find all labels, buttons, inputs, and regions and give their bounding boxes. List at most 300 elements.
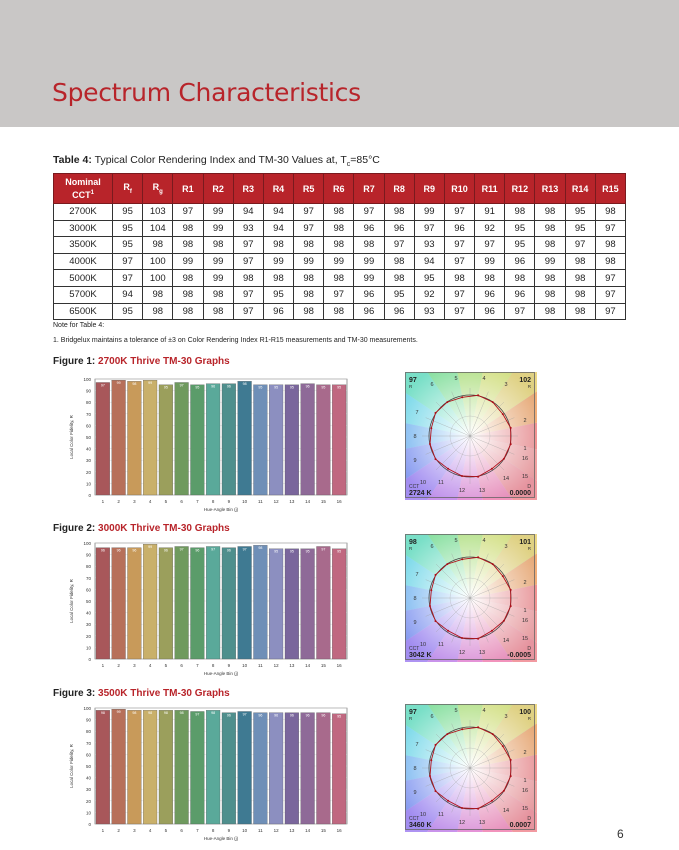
value-cell: 98 — [173, 286, 203, 303]
test-point — [447, 630, 449, 632]
x-tick-label: 10 — [242, 828, 248, 833]
cri-table-header-row — [54, 174, 626, 204]
bar-bin-14 — [301, 549, 315, 659]
y-tick-label: 60 — [85, 752, 91, 758]
x-tick-label: 4 — [148, 663, 152, 668]
bar-bin-15 — [317, 546, 331, 659]
value-cell: 99 — [203, 270, 233, 287]
rg-label: R — [527, 716, 531, 721]
bar-value-label: 96 — [163, 548, 168, 553]
page-number: 6 — [617, 827, 624, 841]
y-tick-label: 100 — [83, 706, 91, 711]
cct-cell: 6500K — [54, 303, 113, 320]
cri-table — [53, 173, 626, 320]
test-point — [461, 807, 463, 809]
bin-number: 2 — [523, 418, 527, 424]
bar-bin-15 — [317, 713, 331, 824]
bar-bin-3 — [128, 548, 142, 659]
x-tick-label: 13 — [289, 663, 295, 668]
x-tick-label: 8 — [211, 499, 215, 504]
header-r8: R8 — [384, 174, 414, 204]
cct-value: 3042 K — [409, 652, 432, 659]
test-point — [429, 775, 431, 777]
cct-cell: 3000K — [54, 220, 113, 237]
header-r13: R13 — [535, 174, 565, 204]
value-cell: 97 — [294, 220, 324, 237]
value-cell: 97 — [595, 303, 625, 320]
header-r3: R3 — [233, 174, 263, 204]
bar-bin-13 — [285, 713, 299, 824]
bar-bin-4 — [143, 544, 157, 659]
figure-3-vector-graphic — [405, 704, 537, 832]
x-tick-label: 8 — [211, 828, 215, 833]
x-tick-label: 15 — [320, 663, 326, 668]
bin-number: 7 — [415, 572, 419, 578]
y-tick-label: 50 — [85, 599, 91, 604]
header-cct-label: CCT — [72, 189, 91, 200]
value-cell: 97 — [595, 286, 625, 303]
bar-value-label: 96 — [321, 713, 326, 718]
bar-value-label: 96 — [289, 713, 294, 718]
test-point — [492, 733, 494, 735]
y-tick-label: 70 — [85, 575, 91, 581]
figure-2-suffix: Thrive TM-30 Graphs — [127, 523, 230, 534]
value-cell: 97 — [595, 270, 625, 287]
x-axis-label: Hue-Angle Bin (j) — [203, 507, 239, 512]
bin-number: 8 — [413, 596, 417, 602]
value-cell: 96 — [354, 286, 384, 303]
value-cell: 95 — [414, 270, 444, 287]
bin-number: 6 — [430, 544, 434, 550]
value-cell: 93 — [414, 237, 444, 254]
bar-value-label: 96 — [195, 548, 200, 553]
bar-value-label: 98 — [100, 711, 105, 716]
header-r12: R12 — [505, 174, 535, 204]
value-cell: 98 — [173, 220, 203, 237]
value-cell: 96 — [444, 220, 474, 237]
bar-value-label: 97 — [242, 712, 247, 717]
value-cell: 98 — [505, 270, 535, 287]
bar-value-label: 96 — [305, 384, 310, 389]
test-point — [435, 458, 437, 460]
x-tick-label: 11 — [258, 828, 263, 833]
bar-value-label: 95 — [337, 549, 342, 554]
test-point — [435, 790, 437, 792]
value-cell: 97 — [173, 204, 203, 221]
header-rg-r: R — [152, 182, 160, 193]
x-tick-label: 13 — [289, 499, 295, 504]
value-cell: 98 — [294, 286, 324, 303]
bin-number: 8 — [413, 766, 417, 772]
header-rf-r: R — [123, 182, 130, 193]
test-point — [435, 574, 437, 576]
figure-2-bar-chart — [53, 537, 353, 677]
value-cell: 104 — [143, 220, 173, 237]
bar-bin-8 — [206, 710, 220, 824]
test-point — [510, 759, 512, 761]
bar-value-label: 98 — [242, 382, 247, 387]
value-cell: 98 — [505, 204, 535, 221]
test-point — [477, 476, 479, 478]
bar-value-label: 96 — [226, 548, 231, 553]
figure-2-title — [53, 523, 230, 534]
bar-bin-9 — [222, 384, 236, 495]
x-tick-label: 10 — [242, 663, 248, 668]
x-tick-label: 9 — [227, 828, 231, 833]
cct-cell: 4000K — [54, 253, 113, 270]
bar-bin-10 — [238, 381, 252, 495]
value-cell: 99 — [294, 253, 324, 270]
header-r9: R9 — [414, 174, 444, 204]
value-cell: 98 — [354, 237, 384, 254]
bin-number: 5 — [454, 708, 458, 714]
bar-bin-5 — [159, 385, 173, 495]
table-caption-text: Typical Color Rendering Index and TM-30 Values at, T — [91, 154, 347, 166]
bar-bin-13 — [285, 385, 299, 495]
value-cell: 98 — [173, 237, 203, 254]
value-cell: 96 — [354, 220, 384, 237]
y-tick-label: 10 — [85, 810, 91, 816]
bar-value-label: 99 — [148, 380, 153, 385]
duv-label: D — [527, 484, 531, 490]
x-tick-label: 16 — [336, 828, 342, 833]
value-cell: 97 — [233, 253, 263, 270]
bar-bin-15 — [317, 385, 331, 495]
rg-value: 101 — [519, 539, 531, 546]
rf-label: R — [409, 546, 413, 551]
value-cell: 94 — [263, 204, 293, 221]
rg-value: 100 — [519, 709, 531, 716]
test-point — [510, 589, 512, 591]
bin-number: 1 — [523, 778, 527, 784]
value-cell: 98 — [535, 220, 565, 237]
x-tick-label: 4 — [148, 828, 152, 833]
test-point — [429, 443, 431, 445]
y-tick-label: 10 — [85, 481, 91, 487]
x-tick-label: 9 — [227, 663, 231, 668]
bin-number: 14 — [502, 808, 510, 814]
bin-number: 3 — [504, 714, 508, 720]
figure-2-vector-graphic — [405, 534, 537, 662]
test-point — [491, 468, 493, 470]
figure-1-bar-chart — [53, 373, 353, 513]
x-tick-label: 6 — [180, 663, 183, 668]
bin-number: 1 — [523, 446, 527, 452]
test-point — [477, 726, 479, 728]
value-cell: 98 — [595, 253, 625, 270]
bin-number: 9 — [413, 620, 417, 626]
value-cell: 96 — [263, 303, 293, 320]
x-tick-label: 2 — [117, 663, 120, 668]
value-cell: 99 — [173, 253, 203, 270]
bar-bin-4 — [143, 710, 157, 824]
duv-value: 0.0000 — [509, 490, 531, 497]
bar-bin-2 — [112, 709, 126, 824]
header-rg — [143, 174, 173, 204]
bar-bin-7 — [191, 385, 205, 495]
value-cell: 93 — [233, 220, 263, 237]
value-cell: 96 — [505, 253, 535, 270]
x-tick-label: 1 — [101, 828, 105, 833]
value-cell: 97 — [233, 237, 263, 254]
value-cell: 99 — [414, 204, 444, 221]
bar-value-label: 97 — [179, 383, 184, 388]
rf-label: R — [409, 384, 413, 389]
header-cct-sup: 1 — [90, 189, 94, 196]
value-cell: 97 — [414, 220, 444, 237]
value-cell: 97 — [233, 286, 263, 303]
bar-bin-2 — [112, 548, 126, 659]
bin-number: 13 — [478, 650, 486, 656]
bar-bin-5 — [159, 710, 173, 824]
x-tick-label: 12 — [273, 828, 279, 833]
y-tick-label: 40 — [85, 610, 91, 616]
x-tick-label: 6 — [180, 499, 183, 504]
bar-bin-4 — [143, 380, 157, 495]
bar-value-label: 97 — [195, 712, 200, 717]
table-note-item: 1. Bridgelux maintains a tolerance of ±3 on Color Rendering Index R1-R15 measurements and TM-30 measurements. — [53, 337, 418, 344]
y-tick-label: 20 — [85, 633, 91, 639]
bar-bin-1 — [96, 382, 110, 495]
x-tick-label: 16 — [336, 499, 342, 504]
bar-value-label: 96 — [100, 548, 105, 553]
value-cell: 98 — [324, 204, 354, 221]
test-point — [446, 401, 448, 403]
table-note-title: Note for Table 4: — [53, 322, 105, 329]
bar-bin-14 — [301, 384, 315, 495]
figure-2-cct: 3000K — [98, 523, 128, 534]
bar-bin-12 — [269, 385, 283, 495]
figure-3-title — [53, 688, 230, 699]
test-point — [503, 620, 505, 622]
test-point — [510, 775, 512, 777]
bar-bin-14 — [301, 713, 315, 824]
y-tick-label: 30 — [85, 458, 91, 464]
bar-value-label: 98 — [132, 382, 137, 387]
bar-value-label: 95 — [289, 385, 294, 390]
test-point — [461, 728, 463, 730]
value-cell: 98 — [535, 270, 565, 287]
value-cell: 99 — [475, 253, 505, 270]
bin-number: 2 — [523, 750, 527, 756]
value-cell: 99 — [263, 253, 293, 270]
rf-value: 98 — [409, 539, 417, 546]
bin-number: 5 — [454, 376, 458, 382]
rg-value: 102 — [519, 377, 531, 384]
bin-number: 13 — [478, 820, 486, 826]
header-r6: R6 — [324, 174, 354, 204]
test-point — [477, 808, 479, 810]
value-cell: 100 — [143, 253, 173, 270]
y-tick-label: 0 — [88, 657, 91, 662]
bin-number: 11 — [438, 480, 444, 486]
bar-value-label: 98 — [148, 711, 153, 716]
y-tick-label: 30 — [85, 787, 91, 793]
test-point — [491, 630, 493, 632]
value-cell: 98 — [535, 204, 565, 221]
value-cell: 95 — [263, 286, 293, 303]
test-point — [492, 401, 494, 403]
value-cell: 99 — [535, 253, 565, 270]
value-cell: 96 — [475, 286, 505, 303]
bar-bin-16 — [332, 385, 346, 495]
y-tick-label: 80 — [85, 729, 91, 735]
x-tick-label: 16 — [336, 663, 342, 668]
test-point — [446, 563, 448, 565]
y-tick-label: 90 — [85, 717, 91, 723]
bin-number: 12 — [458, 820, 466, 826]
x-tick-label: 10 — [242, 499, 248, 504]
bar-bin-6 — [175, 382, 189, 495]
bin-number: 16 — [521, 788, 529, 794]
test-point — [477, 638, 479, 640]
bar-value-label: 98 — [211, 711, 216, 716]
value-cell: 94 — [113, 286, 143, 303]
value-cell: 94 — [233, 204, 263, 221]
y-tick-label: 0 — [88, 493, 91, 498]
bar-value-label: 98 — [179, 711, 184, 716]
y-tick-label: 50 — [85, 435, 91, 440]
value-cell: 98 — [294, 303, 324, 320]
header-nominal-label: Nominal — [65, 176, 101, 187]
test-point — [491, 800, 493, 802]
bin-number: 10 — [419, 642, 427, 648]
bar-value-label: 95 — [195, 385, 200, 390]
test-point — [429, 605, 431, 607]
bin-number: 10 — [419, 480, 427, 486]
value-cell: 98 — [324, 237, 354, 254]
value-cell: 95 — [113, 220, 143, 237]
x-tick-label: 14 — [305, 663, 311, 668]
value-cell: 100 — [143, 270, 173, 287]
y-axis-label: Local Color Fidelity, R — [69, 415, 74, 459]
value-cell: 99 — [203, 253, 233, 270]
y-tick-label: 80 — [85, 400, 91, 406]
bin-number: 12 — [458, 488, 466, 494]
header-r7: R7 — [354, 174, 384, 204]
bin-number: 6 — [430, 382, 434, 388]
header-rf-sub: f — [129, 188, 132, 195]
test-point — [502, 413, 504, 415]
value-cell: 95 — [565, 220, 595, 237]
bar-bin-10 — [238, 711, 252, 824]
duv-value: -0.0005 — [507, 652, 531, 659]
bar-value-label: 99 — [148, 544, 153, 549]
x-tick-label: 7 — [196, 828, 199, 833]
value-cell: 96 — [475, 303, 505, 320]
bar-bin-7 — [191, 711, 205, 824]
table-caption-end: =85°C — [350, 154, 380, 166]
value-cell: 97 — [444, 204, 474, 221]
bar-bin-11 — [254, 385, 268, 495]
value-cell: 98 — [324, 220, 354, 237]
bin-number: 9 — [413, 458, 417, 464]
value-cell: 98 — [233, 270, 263, 287]
bar-value-label: 96 — [132, 548, 137, 553]
value-cell: 93 — [414, 303, 444, 320]
bar-value-label: 96 — [226, 384, 231, 389]
value-cell: 98 — [203, 237, 233, 254]
y-tick-label: 60 — [85, 423, 91, 429]
bin-number: 12 — [458, 650, 466, 656]
cct-label: CCT — [409, 484, 420, 490]
x-tick-label: 11 — [258, 663, 263, 668]
bar-value-label: 96 — [116, 548, 121, 553]
bin-number: 14 — [502, 638, 510, 644]
test-point — [447, 468, 449, 470]
header-r2: R2 — [203, 174, 233, 204]
bin-number: 15 — [521, 806, 529, 812]
table-row — [54, 286, 626, 303]
test-point — [435, 412, 437, 414]
bar-bin-10 — [238, 546, 252, 659]
value-cell: 96 — [384, 303, 414, 320]
test-point — [461, 396, 463, 398]
bar-value-label: 95 — [305, 549, 310, 554]
bar-value-label: 97 — [321, 547, 326, 552]
bar-value-label: 99 — [116, 709, 121, 714]
value-cell: 96 — [384, 220, 414, 237]
header-r4: R4 — [263, 174, 293, 204]
cct-value: 3460 K — [409, 822, 432, 829]
x-tick-label: 7 — [196, 499, 199, 504]
bar-value-label: 96 — [274, 713, 279, 718]
y-tick-label: 70 — [85, 740, 91, 746]
bin-number: 3 — [504, 544, 508, 550]
table-row — [54, 303, 626, 320]
bar-value-label: 97 — [179, 547, 184, 552]
rf-value: 97 — [409, 709, 417, 716]
bin-number: 2 — [523, 580, 527, 586]
bar-value-label: 98 — [163, 711, 168, 716]
bar-value-label: 96 — [211, 384, 216, 389]
value-cell: 97 — [505, 303, 535, 320]
test-point — [461, 637, 463, 639]
value-cell: 98 — [535, 237, 565, 254]
value-cell: 95 — [565, 204, 595, 221]
header-r15: R15 — [595, 174, 625, 204]
y-axis-label: Local Color Fidelity, R — [69, 579, 74, 623]
bin-number: 4 — [482, 708, 486, 714]
value-cell: 98 — [324, 270, 354, 287]
x-tick-label: 5 — [164, 663, 168, 668]
y-tick-label: 50 — [85, 764, 91, 769]
bin-number: 9 — [413, 790, 417, 796]
rf-label: R — [409, 716, 413, 721]
y-tick-label: 80 — [85, 564, 91, 570]
y-tick-label: 90 — [85, 552, 91, 558]
x-tick-label: 7 — [196, 663, 199, 668]
value-cell: 98 — [203, 303, 233, 320]
header-r14: R14 — [565, 174, 595, 204]
bar-value-label: 95 — [163, 385, 168, 390]
value-cell: 98 — [324, 303, 354, 320]
test-point — [430, 427, 432, 429]
x-tick-label: 11 — [258, 499, 263, 504]
test-point — [461, 558, 463, 560]
table-caption-label: Table 4: — [53, 154, 92, 166]
test-point — [503, 458, 505, 460]
y-tick-label: 10 — [85, 645, 91, 651]
value-cell: 98 — [294, 237, 324, 254]
duv-label: D — [527, 816, 531, 822]
test-point — [446, 733, 448, 735]
x-tick-label: 1 — [101, 663, 105, 668]
bar-bin-2 — [112, 380, 126, 495]
value-cell: 98 — [143, 237, 173, 254]
table-caption — [53, 154, 380, 168]
value-cell: 94 — [414, 253, 444, 270]
